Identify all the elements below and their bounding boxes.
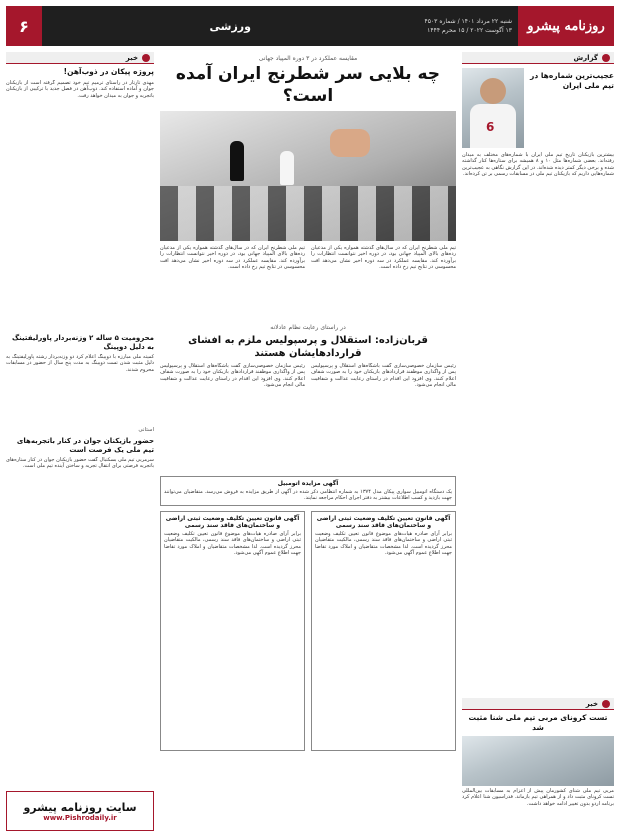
date-line-persian: شنبه ۲۲ مرداد ۱۴۰۱ / شماره ۴۵۰۳ [424,18,512,25]
story-2-body: رئیس سازمان خصوصی‌سازی گفت باشگاه‌های استقلال و پرسپولیس پس از واگذاری موظفند قراردادهای بازیکنان خود را به صورت شفاف اعلام کنند. وی افزود این اقدام در راستای رعایت عدالت و شفافیت مالی انجام می‌شود. [311,363,456,389]
chess-body: تیم ملی شطرنج ایران که در سال‌های گذشته همواره یکی از مدعیان رده‌های بالای المپیاد جهانی بود، در دوره اخیر نتوانست انتظارات را برآورده کند. مقایسه عملکرد در سه دوره اخیر نشان می‌دهد افت محسوسی در نتایج تیم رخ داده است. [311,245,456,271]
news-label-right: خبر [585,699,598,708]
story-2-body-continued: رئیس سازمان خصوصی‌سازی گفت باشگاه‌های استقلال و پرسپولیس پس از واگذاری موظفند قراردادهای بازیکنان خود را به صورت شفاف اعلام کنند. وی افزود این اقدام در راستای رعایت عدالت و شفافیت مالی انجام می‌شود. [160,363,305,389]
legal-notice-2 [160,511,305,751]
report-section-bar [462,52,614,64]
news-body-right: مربی تیم ملی شنای کشورمان پیش از اعزام به مسابقات بین‌المللی تست کرونای مثبت داد و از همراهی تیم بازماند. فدراسیون شنا اعلام کرد برنامه اردو بدون تغییر ادامه خواهد داشت. [462,788,614,807]
story-1-body: مهدی تارتار در راستای ترمیم تیم خود تصمیم گرفته است از بازیکنان جوان و آماده استفاده کند. ذوب‌آهن در فصل جدید با ترکیبی از بازیکنان باتجربه و جوان به میدان خواهد رفت. [6,80,154,99]
masthead [6,6,614,46]
story-3-body: سرمربی تیم ملی بسکتبال گفت حضور بازیکنان جوان در کنار ستاره‌های باتجربه فرصتی برای انتقال تجربه و ساختن آینده تیم ملی است. [6,457,154,470]
story-2-body-left: کمیته ملی مبارزه با دوپینگ اعلام کرد دو وزنه‌بردار رشته پاورلیفتینگ به دلیل مثبت شدن تست دوپینگ به مدت پنج سال از حضور در مسابقات محروم شدند. [6,354,154,373]
section-bullet-icon [602,700,610,708]
legal-notice-1-title: آگهی قانون تعیین تکلیف وضعیت ثبتی اراضی و ساختمان‌های فاقد سند رسمی [316,514,451,529]
auction-notice-title: آگهی مزایده اتومبیل [277,480,339,487]
main-headline: چه بلایی سر شطرنج ایران آمده است؟ [175,64,441,106]
story-3-title: حضور بازیکنان جوان در کنار باتجربه‌های تیم ملی یک فرصت است [16,437,154,454]
auction-notice-body: یک دستگاه اتومبیل سواری پیکان مدل ۱۳۷۴ به شماره انتظامی ذکر شده در آگهی از طریق مزایده به فروش می‌رسد. متقاضیان می‌توانند جهت بازدید و کسب اطلاعات بیشتر به دفتر اجرای احکام مراجعه نمایند. [164,489,452,502]
legal-notice-1-body: برابر آرای صادره هیات‌های موضوع قانون تعیین تکلیف وضعیت ثبتی اراضی و ساختمان‌های فاقد سند رسمی، مالکیت متقاضیان محرز گردیده است. لذا مشخصات متقاضیان و املاک مورد تقاضا جهت اطلاع عموم آگهی می‌شود. [315,530,452,557]
player-photo: 6 [462,68,524,148]
section-bullet-icon [142,54,150,62]
news-title-right: تست کرونای مربی تیم ملی شنا مثبت شد [468,713,608,732]
banner-title: سایت روزنامه پیشرو [23,800,137,814]
news-label-left: خبر [125,53,138,62]
news-section-bar-right [462,698,614,710]
chess-photo [160,111,456,241]
right-column [462,52,614,832]
feature-title: عجیب‌ترین شماره‌ها در تیم ملی ایران [530,71,614,90]
legal-notice-1 [311,511,456,751]
newspaper-logo: روزنامه پیشرو [518,6,614,46]
legal-notice-2-title: آگهی قانون تعیین تکلیف وضعیت ثبتی اراضی و ساختمان‌های فاقد سند رسمی [165,514,300,529]
report-label: گزارش [573,53,598,62]
page-number: ۶ [6,6,42,46]
story-3-kicker: استانی [138,427,154,433]
section-bullet-icon [602,54,610,62]
chess-body-continued: تیم ملی شطرنج ایران که در سال‌های گذشته همواره یکی از مدعیان رده‌های بالای المپیاد جهانی بود، در دوره اخیر نتوانست انتظارات را برآورده کند. مقایسه عملکرد در سه دوره اخیر نشان می‌دهد افت محسوسی در نتایج تیم رخ داده است. [160,245,305,271]
section-title: ورزشی [209,19,251,33]
banner-url[interactable]: www.Pishrodaily.ir [43,813,117,822]
feature-body: بیشترین بازیکنان تاریخ تیم ملی ایران با شماره‌های مختلف به میدان رفته‌اند. بعضی شماره‌ها مثل ۱۰ و ۸ همیشه برای ستاره‌ها کنار گذاشته شده و برخی دیگر کمتر دیده شده‌اند. در این گزارش نگاهی به عجیب‌ترین شماره‌هایی داریم که بازیکنان تیم ملی در مسابقات رسمی بر تن کرده‌اند. [462,152,614,178]
story-2-kicker: در راستای رعایت نظام عادلانه [270,324,346,331]
date-line-gregorian: ۱۳ آگوست ۲۰۲۲ / ۱۵ محرم ۱۴۴۴ [427,27,512,34]
auction-notice [160,476,456,506]
story-2-headline: قربان‌زاده: استقلال و پرسپولیس ملزم به افشای قراردادهایشان هستند [188,335,428,359]
news-section-bar-left [6,52,154,64]
website-banner[interactable] [6,791,154,831]
date-block [419,17,518,35]
story-2-title: محرومیت ۵ ساله ۲ وزنه‌بردار پاورلیفتینگ به دلیل دوپینگ [12,334,154,351]
main-column [160,52,456,832]
left-column [6,52,154,832]
story-1-title: پروژه پیکان در ذوب‌آهن! [63,67,154,76]
main-kicker: مقایسه عملکرد در ۳ دوره المپیاد جهانی [258,55,358,62]
legal-notice-2-body: برابر آرای صادره هیات‌های موضوع قانون تعیین تکلیف وضعیت ثبتی اراضی و ساختمان‌های فاقد سند رسمی، مالکیت متقاضیان محرز گردیده است. لذا مشخصات متقاضیان و املاک مورد تقاضا جهت اطلاع عموم آگهی می‌شود. [164,530,301,557]
swimming-photo [462,736,614,786]
